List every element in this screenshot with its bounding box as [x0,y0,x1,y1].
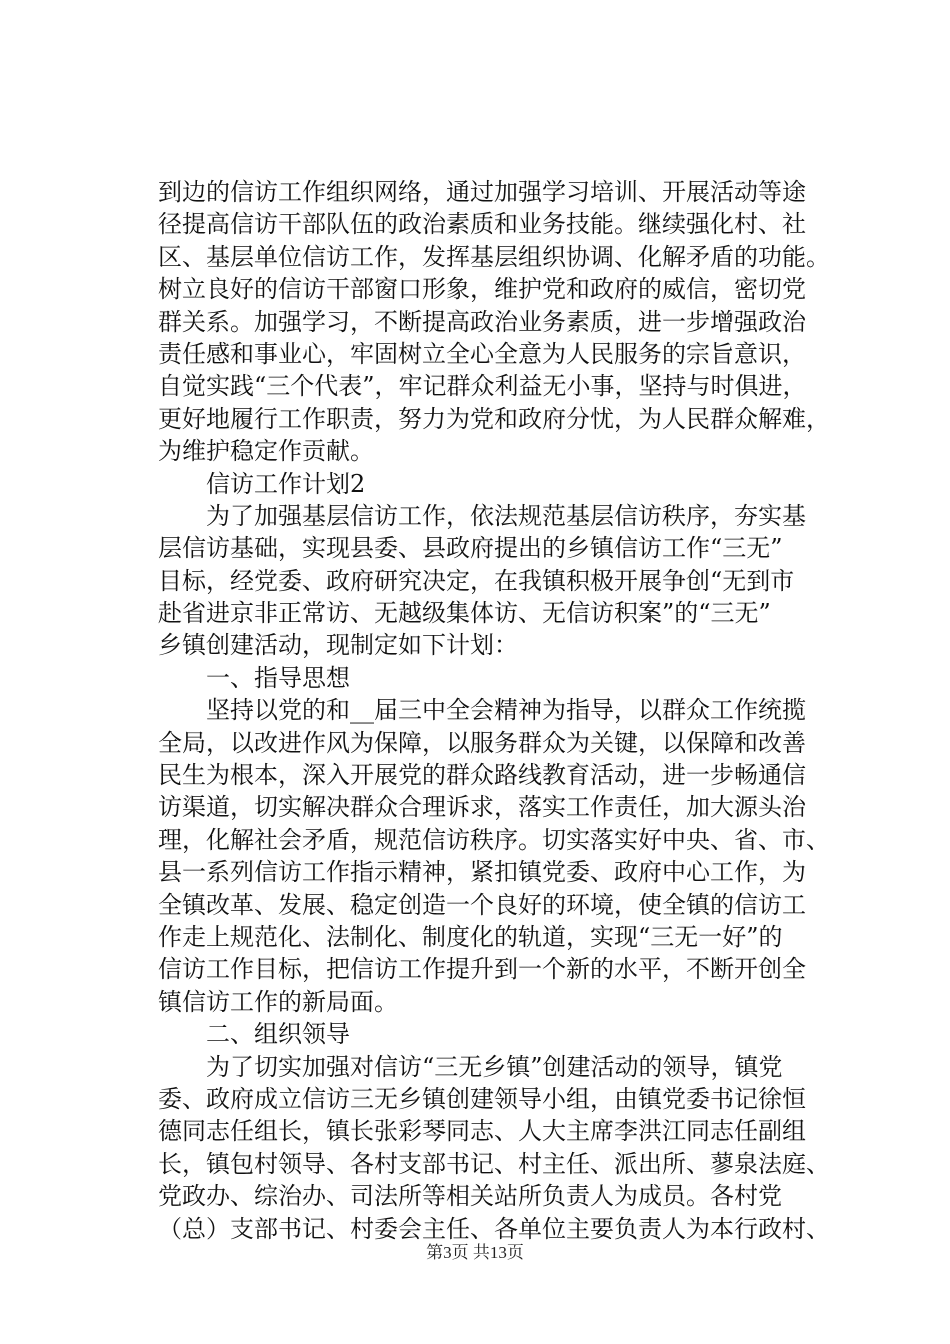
text-line: （总）支部书记、村委会主任、各单位主要负责人为本行政村、 [158,1214,830,1243]
text-line: 乡镇创建活动，现制定如下计划： [158,631,518,660]
text-line: 长，镇包村领导、各村支部书记、村主任、派出所、蓼泉法庭、 [158,1149,830,1178]
text-line: 径提高信访干部队伍的政治素质和业务技能。继续强化村、社 [158,210,806,239]
text-line: 信访工作目标，把信访工作提升到一个新的水平，不断开创全 [158,955,806,984]
section-heading: 信访工作计划2 [158,469,366,498]
text-line: 赴省进京非正常访、无越级集体访、无信访积案”的“三无” [158,599,771,628]
text-line: 自觉实践“三个代表”，牢记群众利益无小事，坚持与时俱进， [158,372,807,401]
text-line: 树立良好的信访干部窗口形象，维护党和政府的威信，密切党 [158,275,806,304]
section-heading: 二、组织领导 [158,1020,350,1049]
text-line: 到边的信访工作组织网络，通过加强学习培训、开展活动等途 [158,178,806,206]
text-line: 层信访基础，实现县委、县政府提出的乡镇信访工作“三无” [158,534,783,563]
text-line: 全镇改革、发展、稳定创造一个良好的环境，使全镇的信访工 [158,890,806,919]
section-heading: 一、指导思想 [158,663,350,692]
text-line: 为了切实加强对信访“三无乡镇”创建活动的领导，镇党 [158,1052,783,1081]
text-line: 区、基层单位信访工作，发挥基层组织协调、化解矛盾的功能。 [158,242,830,271]
text-line: 委、政府成立信访三无乡镇创建领导小组，由镇党委书记徐恒 [158,1084,806,1113]
text-line: 为维护稳定作贡献。 [158,437,374,466]
text-line: 县一系列信访工作指示精神，紧扣镇党委、政府中心工作，为 [158,858,806,887]
text-line: 全局，以改进作风为保障，以服务群众为关键，以保障和改善 [158,728,806,757]
text-line: 作走上规范化、法制化、制度化的轨道，实现“三无一好”的 [158,922,783,951]
text-line: 党政办、综治办、司法所等相关站所负责人为成员。各村党 [158,1182,782,1211]
text-line: 群关系。加强学习，不断提高政治业务素质，进一步增强政治 [158,307,806,336]
text-line: 坚持以党的和__届三中全会精神为指导，以群众工作统揽 [158,696,806,725]
text-line: 德同志任组长，镇长张彩琴同志、人大主席李洪江同志任副组 [158,1117,806,1146]
text-line: 目标，经党委、政府研究决定，在我镇积极开展争创“无到市 [158,566,795,595]
text-line: 更好地履行工作职责，努力为党和政府分忧，为人民群众解难， [158,404,830,433]
document-body [158,176,858,1245]
text-line: 镇信访工作的新局面。 [158,987,398,1016]
text-line: 访渠道，切实解决群众合理诉求，落实工作责任，加大源头治 [158,793,806,822]
text-line: 民生为根本，深入开展党的群众路线教育活动，进一步畅通信 [158,761,806,790]
text-line: 理，化解社会矛盾，规范信访秩序。切实落实好中央、省、市、 [158,825,830,854]
page-number-footer: 第3页 共13页 [426,1243,524,1262]
text-line: 责任感和事业心，牢固树立全心全意为人民服务的宗旨意识， [158,339,806,368]
text-line: 为了加强基层信访工作，依法规范基层信访秩序，夯实基 [158,501,806,530]
